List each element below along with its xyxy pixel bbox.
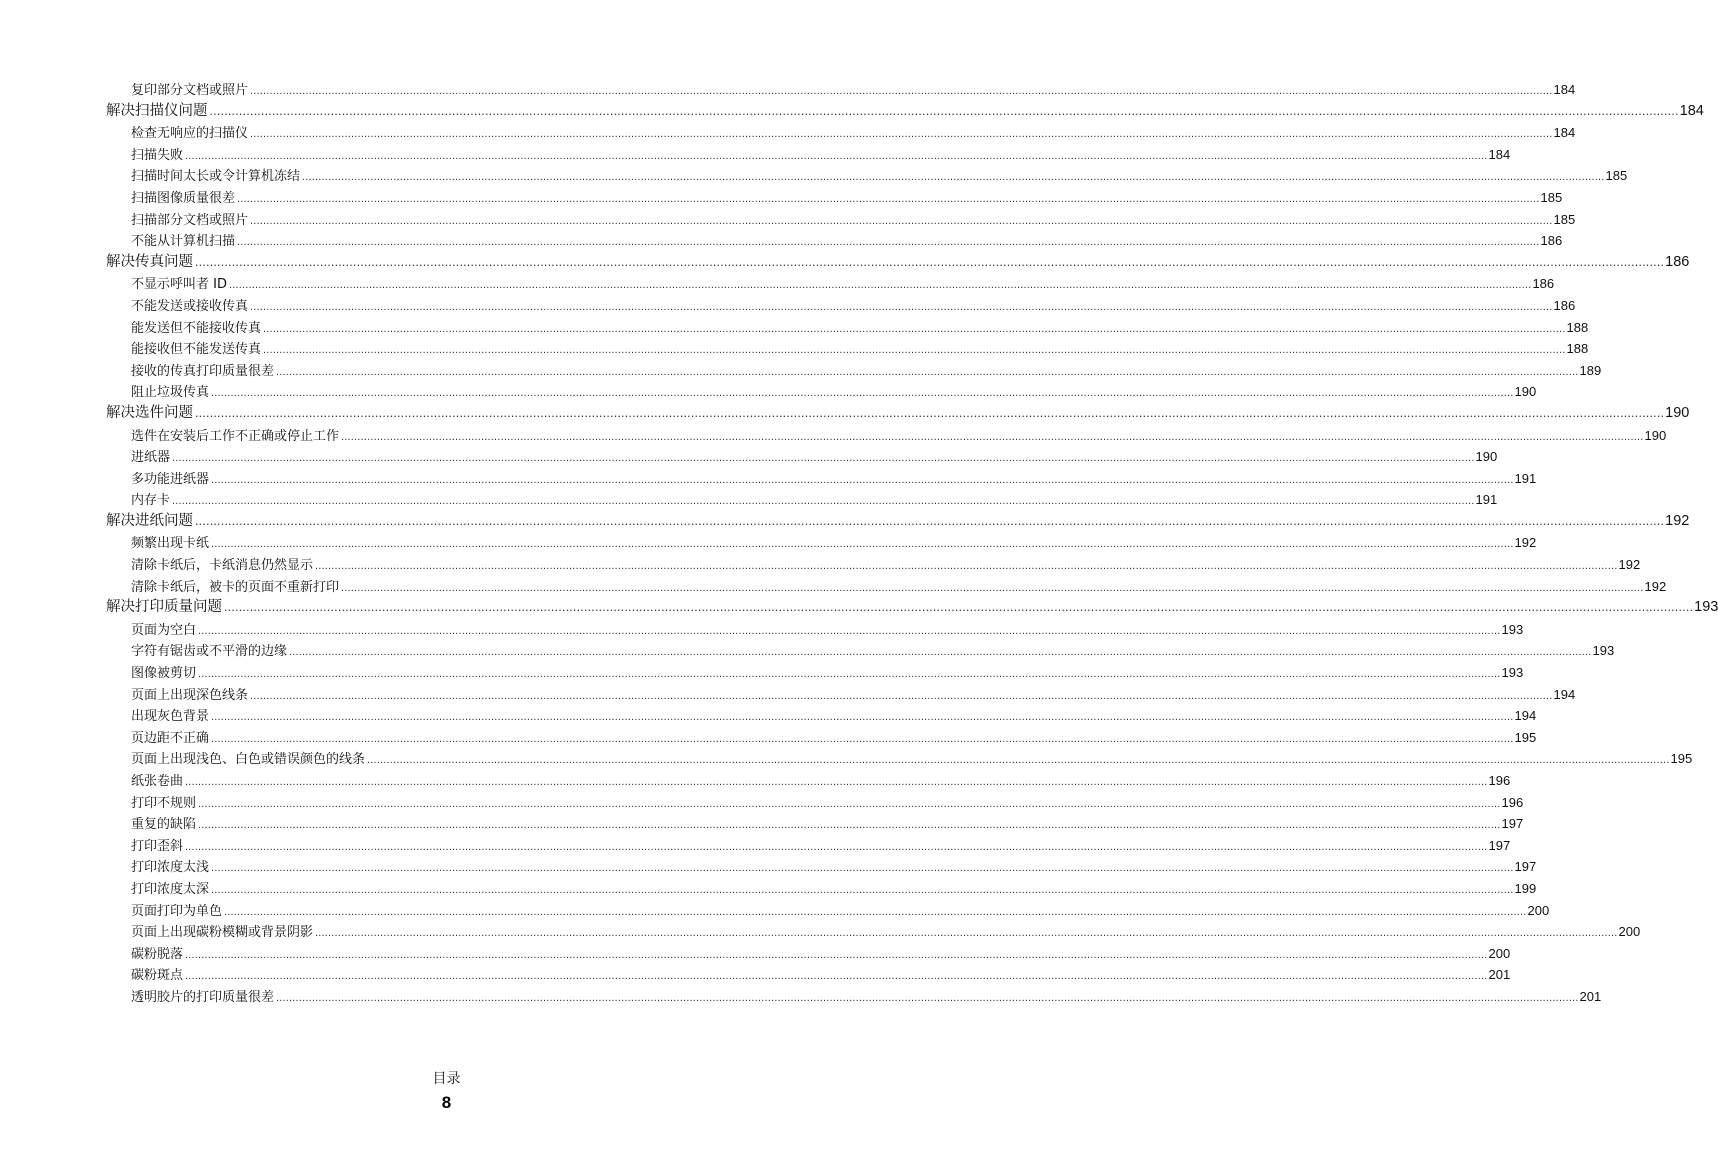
toc-entry-page: 189 <box>1579 362 1602 378</box>
toc-entry-page: 195 <box>1514 729 1537 745</box>
dot-leader: ................................................................................................................................................................................................................................................................................................................................................................................................................ <box>211 862 1514 875</box>
toc-entry[interactable] <box>131 576 1667 598</box>
toc-entry[interactable] <box>131 230 1563 252</box>
toc-entry-page: 200 <box>1527 902 1550 918</box>
toc-entry-page: 192 <box>1514 535 1537 551</box>
dot-leader: ................................................................................................................................................................................................................................................................................................................................................................................................................ <box>198 797 1501 810</box>
toc-entry[interactable] <box>131 964 1511 986</box>
toc-entry[interactable] <box>131 727 1537 749</box>
dot-leader: ................................................................................................................................................................................................................................................................................................................................................................................................................ <box>263 322 1566 335</box>
toc-entry-label: 不能从计算机扫描 <box>131 234 236 250</box>
toc-section-entry[interactable] <box>106 252 1690 274</box>
dot-leader: ................................................................................................................................................................................................................................................................................................................................................................................................................ <box>276 365 1579 378</box>
toc-entry-page: 195 <box>1670 751 1693 767</box>
toc-entry[interactable] <box>131 446 1498 468</box>
toc-entry-page: 192 <box>1665 512 1690 529</box>
toc-entry-label: 碳粉斑点 <box>131 968 184 984</box>
dot-leader: ................................................................................................................................................................................................................................................................................................................................................................................................................ <box>195 405 1665 420</box>
toc-entry-label: 解决传真问题 <box>106 253 193 270</box>
toc-entry-page: 193 <box>1501 665 1524 681</box>
toc-entry-page: 200 <box>1488 945 1511 961</box>
toc-entry-page: 197 <box>1501 816 1524 832</box>
toc-section-entry[interactable] <box>106 101 1704 123</box>
toc-entry-page: 188 <box>1566 341 1589 357</box>
toc-entry[interactable] <box>131 122 1576 144</box>
toc-section-entry[interactable] <box>106 597 1718 619</box>
dot-leader: ................................................................................................................................................................................................................................................................................................................................................................................................................ <box>341 581 1644 594</box>
toc-entry-page: 184 <box>1553 125 1576 141</box>
dot-leader: ................................................................................................................................................................................................................................................................................................................................................................................................................ <box>211 538 1514 551</box>
toc-entry-page: 190 <box>1514 384 1537 400</box>
dot-leader: ................................................................................................................................................................................................................................................................................................................................................................................................................ <box>315 560 1618 573</box>
dot-leader: ................................................................................................................................................................................................................................................................................................................................................................................................................ <box>211 732 1514 745</box>
dot-leader: ................................................................................................................................................................................................................................................................................................................................................................................................................ <box>185 776 1488 788</box>
toc-entry-page: 184 <box>1679 102 1704 119</box>
toc-entry-page: 199 <box>1514 880 1537 896</box>
toc-entry-page: 186 <box>1553 297 1576 313</box>
toc-entry[interactable] <box>131 835 1511 857</box>
toc-entry-label: 透明胶片的打印质量很差 <box>131 989 275 1005</box>
toc-entry-label: 阻止垃圾传真 <box>131 385 210 401</box>
toc-entry[interactable] <box>131 425 1667 447</box>
toc-entry-label: 复印部分文档或照片 <box>131 83 249 98</box>
dot-leader: ................................................................................................................................................................................................................................................................................................................................................................................................................ <box>224 600 1694 615</box>
dot-leader: ................................................................................................................................................................................................................................................................................................................................................................................................................ <box>250 128 1553 141</box>
dot-leader: ................................................................................................................................................................................................................................................................................................................................................................................................................ <box>228 279 1532 292</box>
toc-entry[interactable] <box>131 662 1524 684</box>
toc-entry[interactable] <box>131 381 1537 403</box>
toc-entry[interactable] <box>131 684 1576 706</box>
toc-entry-page: 193 <box>1592 643 1615 659</box>
dot-leader: ................................................................................................................................................................................................................................................................................................................................................................................................................ <box>211 883 1514 896</box>
dot-leader: ................................................................................................................................................................................................................................................................................................................................................................................................................ <box>195 254 1665 269</box>
toc-entry-label: 重复的缺陷 <box>131 817 197 833</box>
toc-entry-label: 进纸器 <box>131 450 171 466</box>
toc-entry[interactable] <box>131 813 1524 835</box>
dot-leader: ................................................................................................................................................................................................................................................................................................................................................................................................................ <box>237 192 1540 205</box>
toc-entry-label: 清除卡纸后，被卡的页面不重新打印 <box>131 579 340 595</box>
dot-leader: ................................................................................................................................................................................................................................................................................................................................................................................................................ <box>185 970 1488 983</box>
toc-entry-page: 192 <box>1618 557 1641 573</box>
toc-entry-label: 内存卡 <box>131 493 171 509</box>
toc-entry-label: 纸张卷曲 <box>131 774 184 789</box>
toc-entry-page: 184 <box>1553 82 1576 97</box>
toc-entry[interactable] <box>131 640 1615 662</box>
dot-leader: ................................................................................................................................................................................................................................................................................................................................................................................................................ <box>263 344 1566 357</box>
toc-entry[interactable] <box>131 144 1511 166</box>
toc-entry-label: 图像被剪切 <box>131 666 197 682</box>
dot-leader: ................................................................................................................................................................................................................................................................................................................................................................................................................ <box>250 214 1553 227</box>
toc-entry-label: 页面上出现浅色、白色或错误颜色的线条 <box>131 752 366 768</box>
dot-leader: ................................................................................................................................................................................................................................................................................................................................................................................................................ <box>341 430 1644 443</box>
toc-entry-page: 190 <box>1644 427 1667 443</box>
dot-leader: ................................................................................................................................................................................................................................................................................................................................................................................................................ <box>185 149 1488 162</box>
toc-section-entry[interactable] <box>106 511 1690 533</box>
toc-entry-page: 192 <box>1644 578 1667 594</box>
dot-leader: ................................................................................................................................................................................................................................................................................................................................................................................................................ <box>172 452 1475 465</box>
toc-entry[interactable] <box>131 900 1550 922</box>
dot-leader: ................................................................................................................................................................................................................................................................................................................................................................................................................ <box>315 927 1618 940</box>
dot-leader: ................................................................................................................................................................................................................................................................................................................................................................................................................ <box>250 689 1553 702</box>
toc-entry-page: 194 <box>1553 686 1576 702</box>
toc-entry[interactable] <box>131 532 1537 554</box>
toc-entry[interactable] <box>131 878 1537 900</box>
toc-entry-label: 频繁出现卡纸 <box>131 536 210 552</box>
page-number: 8 <box>441 1093 452 1112</box>
toc-entry-label: 清除卡纸后，卡纸消息仍然显示 <box>131 558 314 574</box>
toc-entry-label: 打印歪斜 <box>131 838 184 854</box>
toc-entry-label: 接收的传真打印质量很差 <box>131 363 275 379</box>
toc-entry[interactable] <box>131 986 1602 1008</box>
table-of-contents <box>0 79 1718 1008</box>
toc-entry-label: 扫描图像质量很差 <box>131 190 236 206</box>
toc-entry-page: 186 <box>1532 276 1555 292</box>
dot-leader: ................................................................................................................................................................................................................................................................................................................................................................................................................ <box>250 300 1553 313</box>
toc-entry-label: 解决打印质量问题 <box>106 599 222 616</box>
toc-entry-label: 出现灰色背景 <box>131 709 210 725</box>
toc-entry-page: 188 <box>1566 319 1589 335</box>
toc-entry-page: 200 <box>1618 924 1641 940</box>
toc-entry-page: 190 <box>1665 404 1690 421</box>
toc-entry-label: 能接收但不能发送传真 <box>131 342 262 358</box>
toc-entry[interactable] <box>131 295 1576 317</box>
toc-entry-page: 193 <box>1694 599 1718 616</box>
toc-entry-label: 不显示呼叫者 ID <box>131 277 227 293</box>
toc-entry[interactable] <box>131 187 1563 209</box>
toc-entry-page: 185 <box>1540 189 1563 205</box>
toc-entry[interactable] <box>131 209 1576 231</box>
toc-entry-page: 190 <box>1475 449 1498 465</box>
toc-entry-label: 解决扫描仪问题 <box>106 102 208 119</box>
toc-entry-page: 186 <box>1540 233 1563 249</box>
toc-entry[interactable] <box>131 317 1589 339</box>
toc-entry-label: 不能发送或接收传真 <box>131 298 249 314</box>
toc-entry[interactable] <box>131 273 1555 295</box>
toc-entry[interactable] <box>131 338 1589 360</box>
toc-entry-label: 解决选件问题 <box>106 404 193 421</box>
dot-leader: ................................................................................................................................................................................................................................................................................................................................................................................................................ <box>211 711 1514 724</box>
toc-entry-label: 扫描部分文档或照片 <box>131 212 249 228</box>
toc-entry[interactable] <box>131 943 1511 965</box>
toc-entry-page: 193 <box>1501 621 1524 637</box>
toc-entry-page: 191 <box>1514 470 1537 486</box>
toc-entry[interactable] <box>131 468 1537 490</box>
toc-entry-label: 碳粉脱落 <box>131 946 184 962</box>
toc-entry[interactable] <box>131 360 1602 382</box>
toc-entry-label: 扫描失败 <box>131 147 184 163</box>
toc-section-entry[interactable] <box>106 403 1690 425</box>
toc-entry-label: 解决进纸问题 <box>106 512 193 529</box>
footer-title: 目录 <box>432 1071 461 1087</box>
toc-entry-page: 197 <box>1488 837 1511 853</box>
toc-entry-page: 186 <box>1665 253 1690 270</box>
toc-entry-page: 185 <box>1553 211 1576 227</box>
dot-leader: ................................................................................................................................................................................................................................................................................................................................................................................................................ <box>367 754 1670 767</box>
dot-leader: ................................................................................................................................................................................................................................................................................................................................................................................................................ <box>237 236 1540 249</box>
toc-entry-label: 扫描时间太长或令计算机冻结 <box>131 169 301 185</box>
toc-entry-page: 201 <box>1488 967 1511 983</box>
toc-entry-page: 194 <box>1514 708 1537 724</box>
toc-entry-label: 打印不规则 <box>131 795 197 811</box>
dot-leader: ................................................................................................................................................................................................................................................................................................................................................................................................................ <box>198 668 1501 681</box>
toc-entry-label: 页面上出现深色线条 <box>131 687 249 703</box>
toc-entry-label: 字符有锯齿或不平滑的边缘 <box>131 644 288 660</box>
toc-entry-page: 185 <box>1605 168 1628 184</box>
dot-leader: ................................................................................................................................................................................................................................................................................................................................................................................................................ <box>198 819 1501 832</box>
dot-leader: ................................................................................................................................................................................................................................................................................................................................................................................................................ <box>211 473 1514 486</box>
dot-leader: ................................................................................................................................................................................................................................................................................................................................................................................................................ <box>172 495 1475 508</box>
dot-leader: ................................................................................................................................................................................................................................................................................................................................................................................................................ <box>211 387 1514 400</box>
dot-leader: ................................................................................................................................................................................................................................................................................................................................................................................................................ <box>276 991 1579 1004</box>
toc-entry[interactable] <box>131 921 1641 943</box>
toc-entry-label: 能发送但不能接收传真 <box>131 320 262 336</box>
toc-entry[interactable] <box>131 619 1524 641</box>
toc-entry[interactable] <box>131 792 1524 814</box>
toc-entry-label: 页边距不正确 <box>131 730 210 746</box>
toc-entry[interactable] <box>131 79 1576 101</box>
dot-leader: ................................................................................................................................................................................................................................................................................................................................................................................................................ <box>195 513 1665 528</box>
toc-entry-page: 201 <box>1579 988 1602 1004</box>
toc-entry-page: 196 <box>1501 794 1524 810</box>
toc-entry-label: 页面上出现碳粉模糊或背景阴影 <box>131 925 314 941</box>
toc-entry-label: 打印浓度太浅 <box>131 860 210 876</box>
toc-entry-page: 197 <box>1514 859 1537 875</box>
dot-leader: ................................................................................................................................................................................................................................................................................................................................................................................................................ <box>289 646 1592 659</box>
toc-entry[interactable] <box>131 165 1628 187</box>
toc-entry-label: 页面打印为单色 <box>131 903 223 919</box>
toc-entry-label: 检查无响应的扫描仪 <box>131 126 249 142</box>
toc-entry[interactable] <box>131 856 1537 878</box>
toc-entry[interactable] <box>131 489 1498 511</box>
toc-entry-label: 多功能进纸器 <box>131 471 210 487</box>
toc-entry[interactable] <box>131 705 1537 727</box>
toc-entry[interactable] <box>131 748 1693 770</box>
toc-entry-page: 191 <box>1475 492 1498 508</box>
toc-entry-page: 184 <box>1488 146 1511 162</box>
dot-leader: ................................................................................................................................................................................................................................................................................................................................................................................................................ <box>198 624 1501 637</box>
dot-leader: ................................................................................................................................................................................................................................................................................................................................................................................................................ <box>185 948 1488 961</box>
dot-leader: ................................................................................................................................................................................................................................................................................................................................................................................................................ <box>209 103 1679 118</box>
toc-entry-label: 打印浓度太深 <box>131 881 210 897</box>
toc-entry-page: 196 <box>1488 773 1511 788</box>
dot-leader: ................................................................................................................................................................................................................................................................................................................................................................................................................ <box>302 171 1605 184</box>
toc-entry[interactable] <box>131 554 1641 576</box>
toc-entry[interactable] <box>131 770 1511 792</box>
toc-entry-label: 页面为空白 <box>131 622 197 638</box>
toc-entry-label: 选件在安装后工作不正确或停止工作 <box>131 428 340 444</box>
dot-leader: ................................................................................................................................................................................................................................................................................................................................................................................................................ <box>185 840 1488 853</box>
dot-leader: ................................................................................................................................................................................................................................................................................................................................................................................................................ <box>224 905 1527 918</box>
dot-leader: ................................................................................................................................................................................................................................................................................................................................................................................................................ <box>250 85 1553 97</box>
